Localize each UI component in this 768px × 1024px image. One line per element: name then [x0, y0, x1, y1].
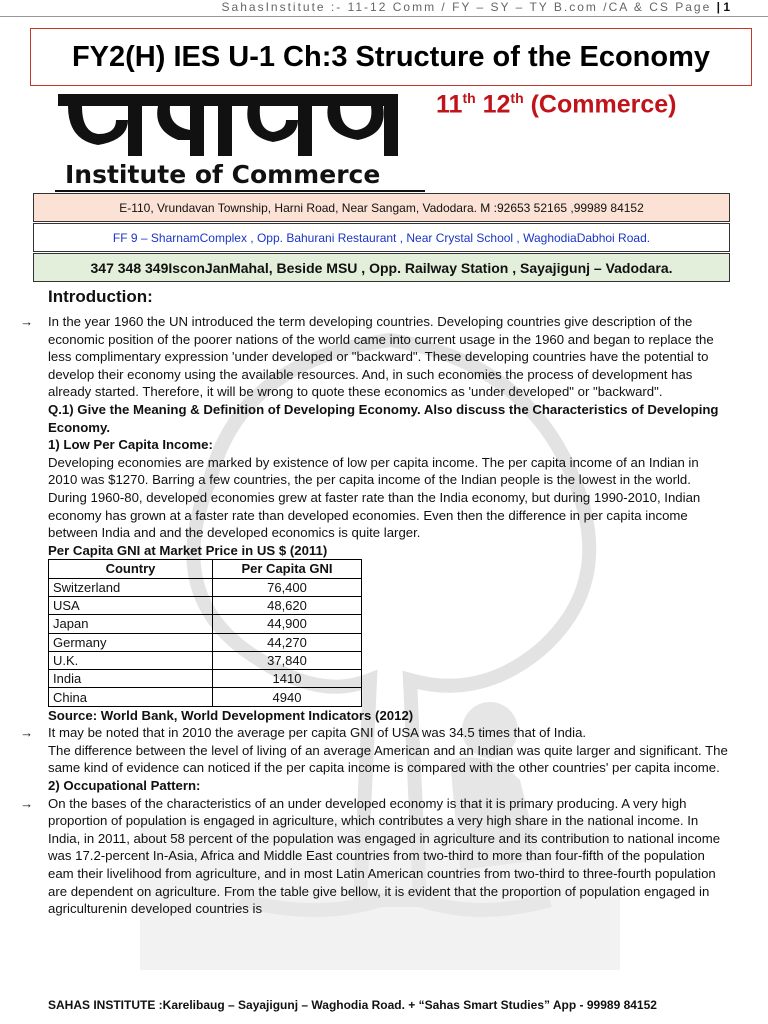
page-footer: SAHAS INSTITUTE :Karelibaug – Sayajigunj – Waghodia Road. + “Sahas Smart Studies” App - 99989 84152 [48, 998, 657, 1012]
logo [58, 90, 428, 165]
arrow-icon: → [20, 725, 34, 741]
address-harni: E-110, Vrundavan Township, Harni Road, Near Sangam, Vadodara. M :92653 52165 ,99989 84152 [33, 193, 730, 222]
logo-underline [55, 190, 425, 192]
table-row: Switzerland 76,400 [49, 578, 362, 596]
section-2-heading: 2) Occupational Pattern: [48, 778, 201, 794]
arrow-icon: → [20, 314, 34, 329]
class-tag: 11th 12th (Commerce) [436, 90, 677, 119]
header-divider [0, 16, 768, 17]
header-text: SahasInstitute :- 11-12 Comm / FY – SY – TY B.com /CA & CS Page [221, 0, 712, 14]
address-sayajigunj: 347 348 349IsconJanMahal, Beside MSU , Opp. Railway Station , Sayajigunj – Vadodara. [33, 253, 730, 282]
address-waghodia: FF 9 – SharnamComplex , Opp. Bahurani Restaurant , Near Crystal School , WaghodiaDabhoi Road. [33, 223, 730, 252]
page-header [80, 0, 730, 16]
table-header-row [49, 560, 362, 578]
table-row: U.K. 37,840 [49, 651, 362, 669]
table-source: Source: World Bank, World Development Indicators (2012) [48, 707, 414, 723]
section-2-paragraph: → On the bases of the characteristics of an under developed economy is that it is primary producing. A very high proportion of population is engaged in agriculture, which contributes a very high share in the national income. In India, in 2011, about 58 percent of the population was engaged in agriculture and its contribution to national income was 17.2-percent In-Asia, Africa and Middle East countries from two-third to more than four-fifth of the population eam their livelihood from agriculture, and in most Latin American countries from two-third to three-fourth population are dependent on agriculture. From the table give bellow, it is evident that the proportion of population engaged in agriculturenin developed countries is [20, 795, 721, 917]
logo-subtitle: Institute of Commerce [65, 160, 381, 189]
logo-mark [58, 90, 428, 160]
section-1-heading: 1) Low Per Capita Income: [48, 437, 213, 453]
arrow-icon: → [20, 795, 34, 811]
table-header: Per Capita GNI [213, 560, 362, 578]
title-box [30, 28, 752, 86]
page-number: | 1 [716, 0, 730, 14]
after-table-paragraph-1: → It may be noted that in 2010 the average per capita GNI of USA was 34.5 times that of India. [20, 725, 587, 741]
table-header: Country [49, 560, 213, 578]
table-row: China 4940 [49, 688, 362, 706]
intro-heading: Introduction: [48, 287, 153, 306]
table-row: USA 48,620 [49, 596, 362, 614]
table-row: India 1410 [49, 670, 362, 688]
section-1-paragraph: Developing economies are marked by existence of low per capita income. The per capita income of an Indian in 2010 was $1270. Barring a few countries, the per capita income of the Indian people is the lowest in the world. During 1960-80, developed economies grew at faster rate than the India economy, but during 1990-2010, Indian economy has grown at a faster rate than developed economies. Even then the difference in per capita income between India and and the developed economics is quite larger. [48, 454, 701, 541]
gni-table [48, 559, 362, 706]
main-content [20, 287, 730, 918]
after-table-paragraph-2: The difference between the level of living of an average American and an Indian was quite larger and significant. The same kind of evidence can noticed if the per capita income is compared with the other countries' per capita income. [48, 742, 728, 776]
page-title: FY2(H) IES U-1 Ch:3 Structure of the Economy [71, 40, 711, 73]
table-row: Japan 44,900 [49, 615, 362, 633]
intro-paragraph: → In the year 1960 the UN introduced the term developing countries. Developing countries give description of the economic position of the poorer nations of the world came into current usage in the 1960 and began to replace the less complimentary expression 'under developed or "backward". These developing countries have the potential to develop their economy using the available resources. And, in such economies the process of development has already started. Therefore, it will be wrong to quote these economics as 'under developed" or "backward". [20, 314, 714, 400]
question-1: Q.1) Give the Meaning & Definition of Developing Economy. Also discuss the Characteristics of Developing Economy. [48, 401, 719, 435]
table-row: Germany 44,270 [49, 633, 362, 651]
table-caption: Per Capita GNI at Market Price in US $ (2011) [48, 542, 328, 558]
